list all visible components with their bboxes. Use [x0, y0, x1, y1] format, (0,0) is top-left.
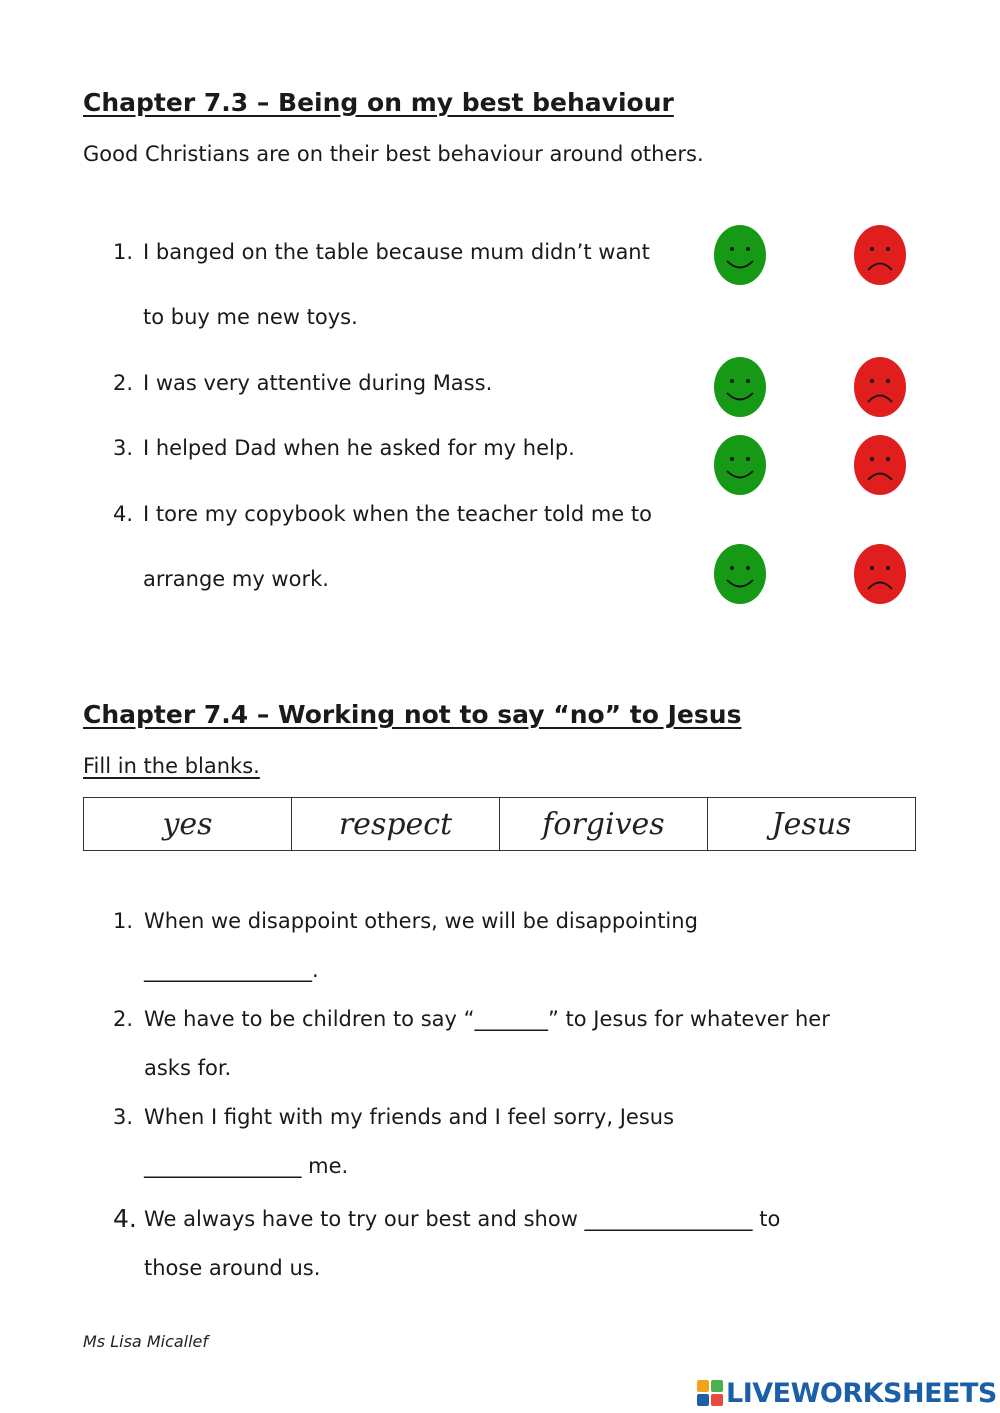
s1-item4-text: I tore my copybook when the teacher told me to	[143, 502, 652, 526]
logo-text: LIVEWORKSHEETS	[726, 1377, 997, 1409]
s1-item2-number: 2.	[113, 371, 134, 395]
s2-item2-number: 2.	[113, 1007, 134, 1031]
s2-item4-text[interactable]: We always have to try our best and show ________________ to	[144, 1207, 781, 1231]
sad-face-icon[interactable]	[853, 356, 907, 418]
s1-item1-text-cont: to buy me new toys.	[143, 305, 358, 329]
section2-heading: Chapter 7.4 – Working not to say “no” to Jesus	[83, 700, 742, 729]
word-bank-table	[83, 797, 916, 851]
section2-instruction: Fill in the blanks.	[83, 754, 260, 778]
s2-item2-text[interactable]: We have to be children to say “_______” to Jesus for whatever her	[144, 1007, 830, 1031]
happy-face-icon[interactable]	[713, 434, 767, 496]
logo-squares-icon	[697, 1380, 723, 1406]
s2-item3-blank[interactable]: _______________ me.	[144, 1154, 349, 1178]
s2-item1-text: When we disappoint others, we will be disappointing	[144, 909, 698, 933]
sad-face-icon[interactable]	[853, 434, 907, 496]
s2-item1-number: 1.	[113, 909, 134, 933]
s2-item3-text: When I fight with my friends and I feel sorry, Jesus	[144, 1105, 675, 1129]
section1-intro: Good Christians are on their best behaviour around others.	[83, 142, 704, 166]
liveworksheets-logo[interactable]	[697, 1377, 997, 1409]
s1-item4-text-cont: arrange my work.	[143, 567, 329, 591]
s1-item2-text: I was very attentive during Mass.	[143, 371, 493, 395]
s1-item1-text: I banged on the table because mum didn’t want	[143, 240, 650, 264]
s1-item3-number: 3.	[113, 436, 134, 460]
s2-item1-blank[interactable]: ________________.	[144, 958, 319, 982]
happy-face-icon[interactable]	[713, 356, 767, 418]
s2-item3-number: 3.	[113, 1105, 134, 1129]
s2-item2-text-cont: asks for.	[144, 1056, 232, 1080]
happy-face-icon[interactable]	[713, 543, 767, 605]
word-bank-word[interactable]: Jesus	[708, 798, 916, 851]
word-bank-word[interactable]: forgives	[500, 798, 708, 851]
word-bank-word[interactable]: respect	[292, 798, 500, 851]
sad-face-icon[interactable]	[853, 224, 907, 286]
s1-item3-text: I helped Dad when he asked for my help.	[143, 436, 575, 460]
s2-item4-text-cont: those around us.	[144, 1256, 321, 1280]
author-name: Ms Lisa Micallef	[83, 1332, 209, 1351]
section1-heading: Chapter 7.3 – Being on my best behaviour	[83, 88, 674, 117]
sad-face-icon[interactable]	[853, 543, 907, 605]
happy-face-icon[interactable]	[713, 224, 767, 286]
s2-item4-number: 4.	[113, 1204, 137, 1233]
s1-item4-number: 4.	[113, 502, 134, 526]
s1-item1-number: 1.	[113, 240, 134, 264]
word-bank-word[interactable]: yes	[84, 798, 292, 851]
